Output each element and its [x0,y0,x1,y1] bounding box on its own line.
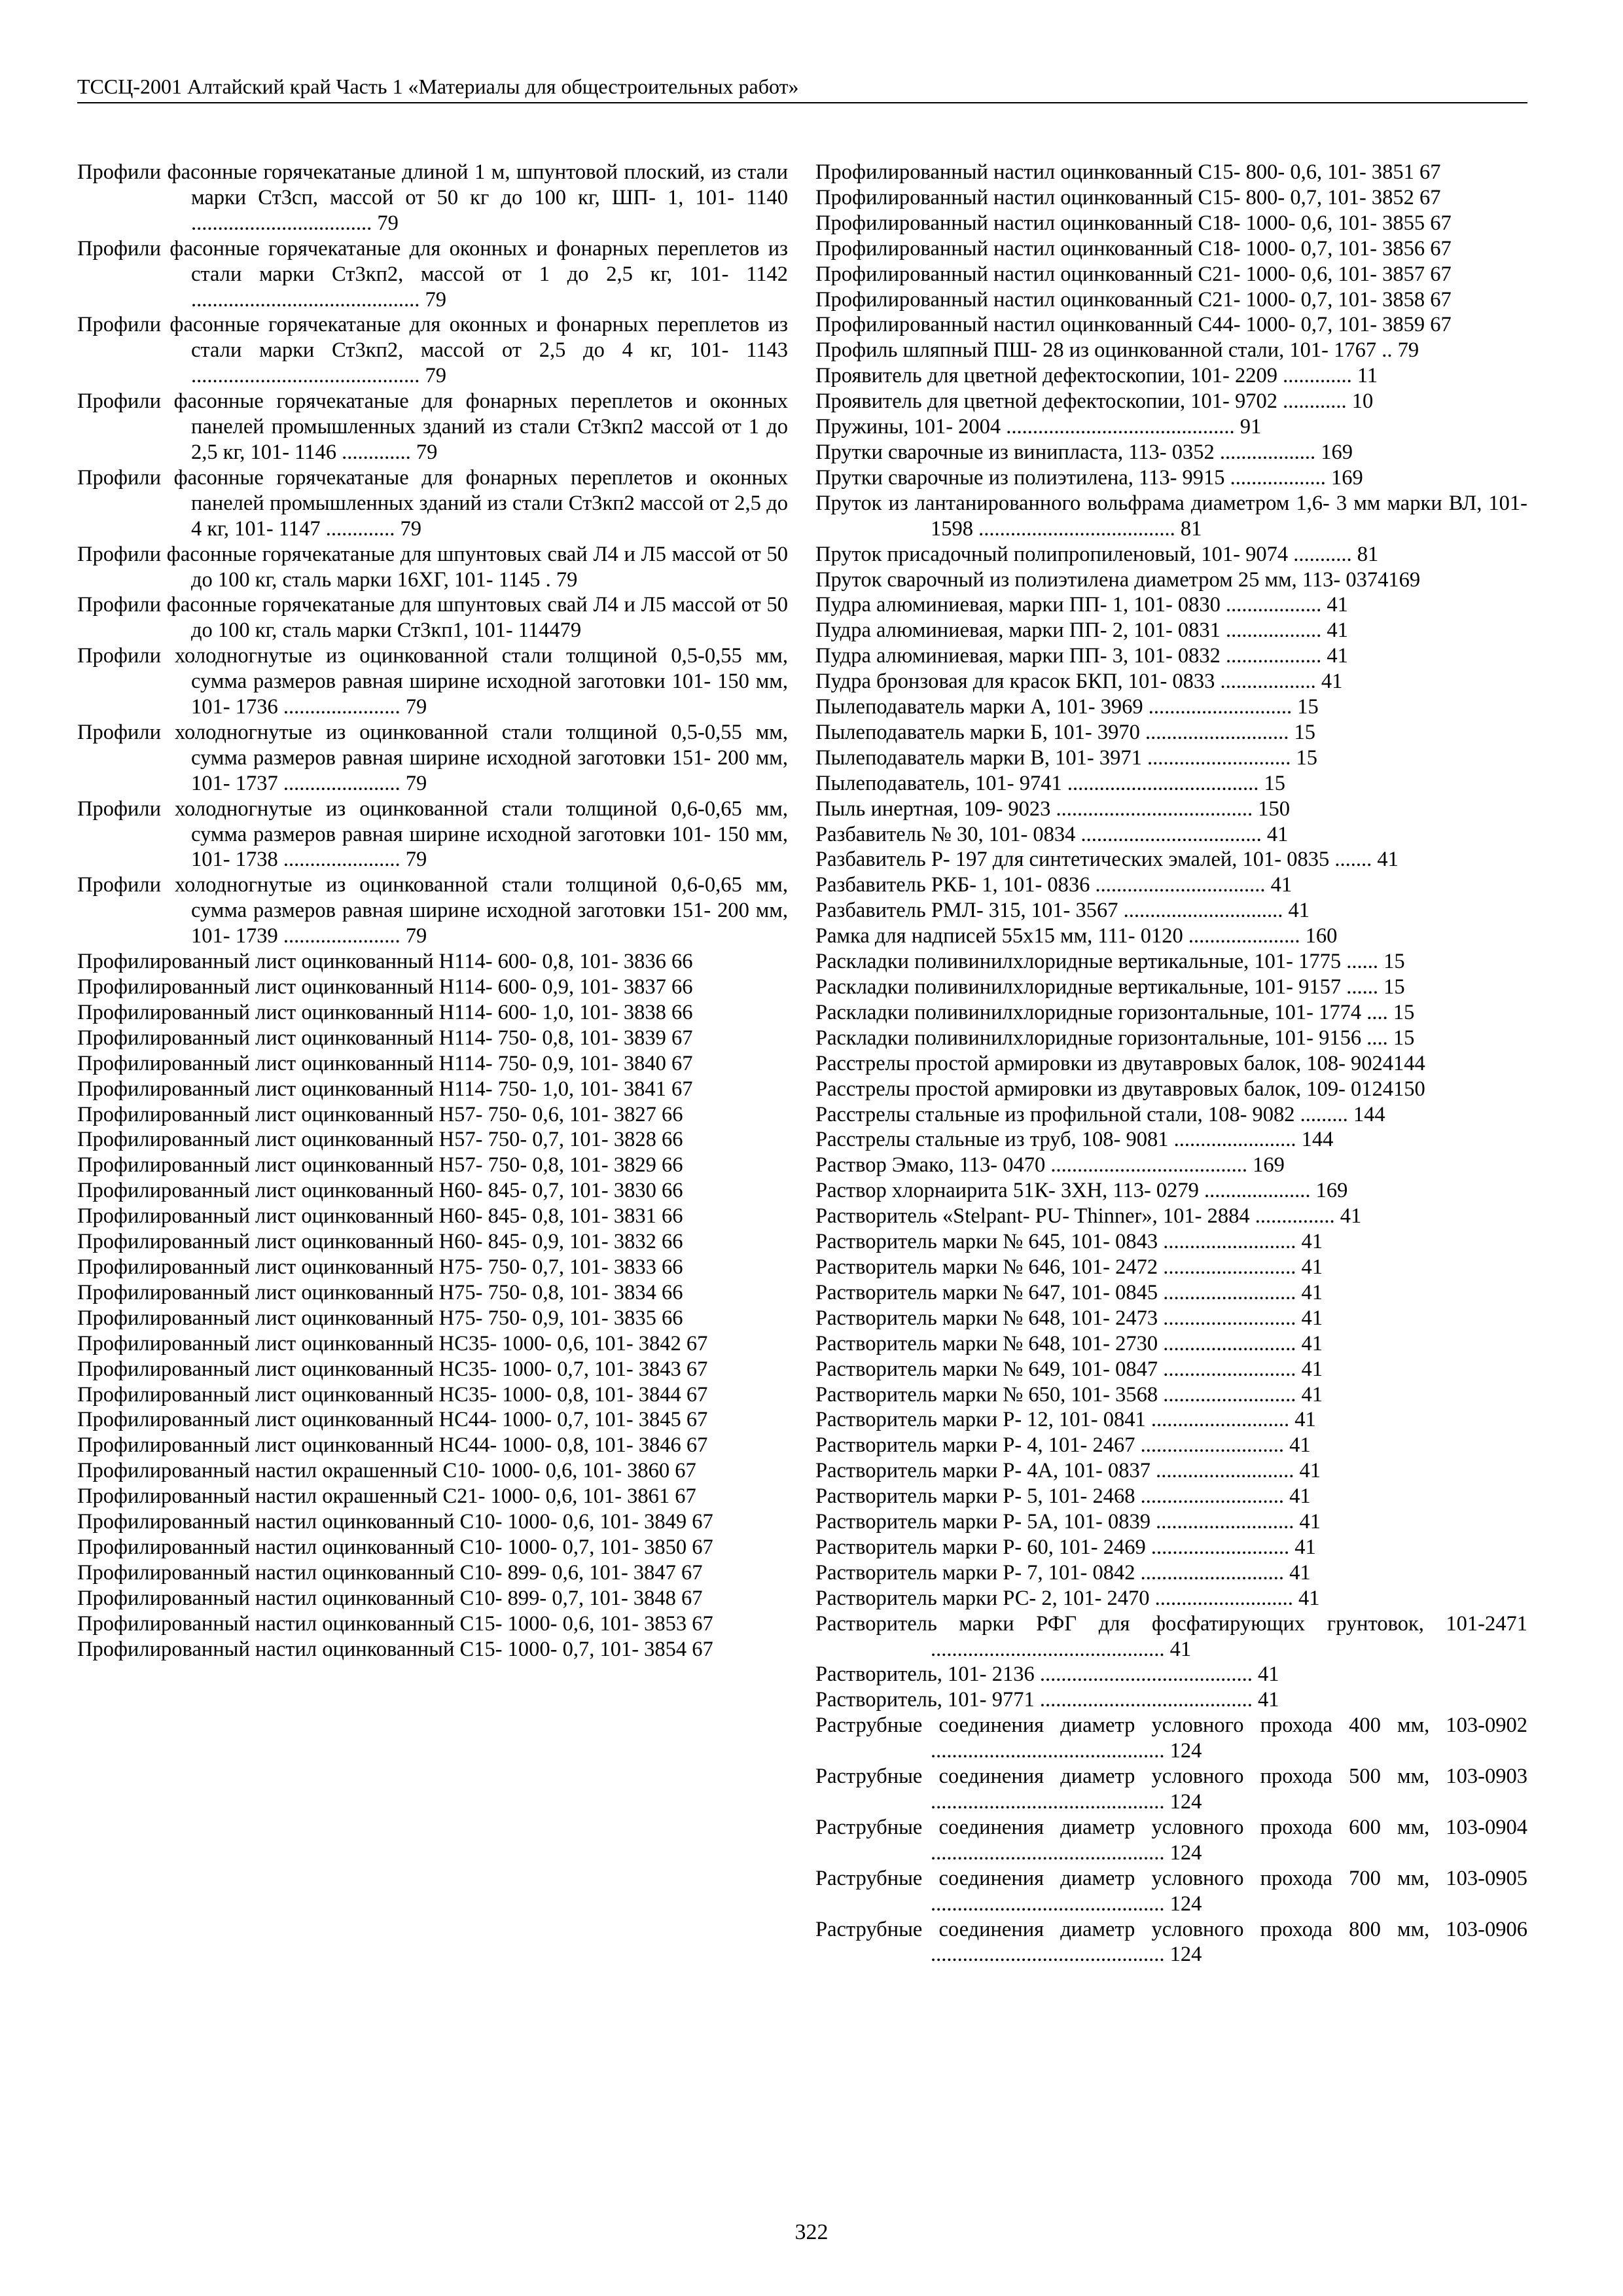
index-entry: Раствор хлорнаирита 51К- 3ХН, 113- 0279 .................... 169 [815,1179,1348,1203]
index-entry: Растворитель марки Р- 7, 101- 0842 ........................... 41 [815,1560,1311,1585]
index-entry: Раскладки поливинилхлоридные вертикальные, 101- 9157 ...... 15 [815,975,1405,999]
index-entry: Профилированный лист оцинкованный Н114- 600- 0,8, 101- 3836 66 [77,950,693,974]
index-entry: Профилированный лист оцинкованный Н75- 750- 0,9, 101- 3835 66 [77,1306,683,1330]
index-entry: Профили фасонные горячекатаные для фонарных переплетов и оконных панелей промышленных зданий из стали Ст3кп2 массой от 1 до 2,5 кг, 101- 1146 ............. 79 [77,389,788,464]
page-number: 322 [794,2220,829,2244]
index-entry: Растворитель, 101- 2136 ........................................ 41 [815,1662,1279,1687]
index-entry: Пудра алюминиевая, марки ПП- 1, 101- 0830 .................. 41 [815,593,1348,617]
index-entry: Профили холодногнутые из оцинкованной стали толщиной 0,6-0,65 мм, сумма размеров равная ширине исходной заготовки 151- 200 мм, 101- 1739 ...................... 79 [77,873,788,948]
index-entry: Разбавитель № 30, 101- 0834 .................................. 41 [815,822,1289,846]
index-entry: Профили холодногнутые из оцинкованной стали толщиной 0,5-0,55 мм, сумма размеров равная ширине исходной заготовки 101- 150 мм, 101- 1736 ...................... 79 [77,644,788,719]
index-entry: Разбавитель РМЛ- 315, 101- 3567 .............................. 41 [815,899,1310,923]
index-entry: Профилированный лист оцинкованный Н75- 750- 0,7, 101- 3833 66 [77,1255,683,1279]
index-entry: Раскладки поливинилхлоридные горизонтальные, 101- 9156 .... 15 [815,1026,1415,1050]
index-entry: Раствор Эмако, 113- 0470 ..................................... 169 [815,1153,1285,1177]
index-entry: Растворитель марки Р- 12, 101- 0841 .......................... 41 [815,1408,1316,1432]
index-entry: Профили холодногнутые из оцинкованной стали толщиной 0,5-0,55 мм, сумма размеров равная ширине исходной заготовки 151- 200 мм, 101- 1737 ...................... 79 [77,720,788,795]
index-entry: Профилированный настил окрашенный С10- 1000- 0,6, 101- 3860 67 [77,1459,696,1483]
index-entry: Профилированный лист оцинкованный НС35- 1000- 0,8, 101- 3844 67 [77,1382,708,1407]
index-entry: Растворитель марки РФГ для фосфатирующих грунтовок, 101-2471 ............................................ 41 [815,1611,1527,1661]
index-entry: Профилированный настил оцинкованный С10- 899- 0,7, 101- 3848 67 [77,1586,703,1610]
index-entry: Профилированный настил оцинкованный С15- 800- 0,7, 101- 3852 67 [815,185,1441,209]
index-entry: Профиль шляпный ПШ- 28 из оцинкованной стали, 101- 1767 .. 79 [815,338,1419,363]
index-entry: Профилированный лист оцинкованный НС44- 1000- 0,8, 101- 3846 67 [77,1433,708,1458]
index-entry: Разбавитель РКБ- 1, 101- 0836 ................................ 41 [815,873,1293,897]
index-entry: Растворитель марки № 650, 101- 3568 ......................... 41 [815,1382,1323,1407]
index-entry: Профили фасонные горячекатаные длиной 1 м, шпунтовой плоский, из стали марки Ст3сп, массой от 50 кг до 100 кг, ШП- 1, 101- 1140 .................................. 79 [77,160,788,235]
index-entry: Разбавитель Р- 197 для синтетических эмалей, 101- 0835 ....... 41 [815,848,1399,872]
index-entry: Профилированный лист оцинкованный НС35- 1000- 0,7, 101- 3843 67 [77,1357,708,1381]
index-entry: Пружины, 101- 2004 ........................................... 91 [815,415,1262,439]
index-entry: Профилированный лист оцинкованный Н114- 750- 1,0, 101- 3841 67 [77,1077,693,1101]
index-entry: Пруток из лантанированного вольфрама диаметром 1,6- 3 мм марки ВЛ, 101- 1598 ..................................... 81 [815,491,1527,541]
index-column-right [815,160,1527,1967]
index-entry: Профилированный настил оцинкованный С10- 1000- 0,7, 101- 3850 67 [77,1535,713,1559]
index-entry: Пылеподаватель марки Б, 101- 3970 ........................... 15 [815,720,1315,744]
index-entry: Раскладки поливинилхлоридные вертикальные, 101- 1775 ...... 15 [815,950,1405,974]
index-entry: Прутки сварочные из полиэтилена, 113- 9915 .................. 169 [815,465,1363,490]
index-entry: Растворитель марки Р- 4, 101- 2467 ........................... 41 [815,1433,1311,1458]
index-entry: Профилированный настил оцинкованный С15- 1000- 0,7, 101- 3854 67 [77,1637,713,1661]
index-entry: Профили фасонные горячекатаные для фонарных переплетов и оконных панелей промышленных зданий из стали Ст3кп2 массой от 2,5 до 4 кг, 101- 1147 ............. 79 [77,465,788,541]
index-entry: Профилированный настил оцинкованный С10- 899- 0,6, 101- 3847 67 [77,1560,703,1585]
index-entry: Профилированный настил оцинкованный С44- 1000- 0,7, 101- 3859 67 [815,313,1452,337]
index-entry: Растворитель марки № 645, 101- 0843 ......................... 41 [815,1230,1323,1254]
running-header: ТССЦ-2001 Алтайский край Часть 1 «Материалы для общестроительных работ» [77,73,1527,103]
index-entry: Растворитель марки № 647, 101- 0845 ......................... 41 [815,1280,1323,1304]
index-entry: Растворитель марки № 646, 101- 2472 ......................... 41 [815,1255,1323,1279]
index-entry: Прутки сварочные из винипласта, 113- 0352 .................. 169 [815,440,1353,464]
index-entry: Профилированный лист оцинкованный Н60- 845- 0,9, 101- 3832 66 [77,1230,683,1254]
index-entry: Раструбные соединения диаметр условного прохода 800 мм, 103-0906 ............................................ 124 [815,1917,1527,1967]
index-entry: Раструбные соединения диаметр условного прохода 700 мм, 103-0905 ............................................ 124 [815,1866,1527,1916]
index-entry: Проявитель для цветной дефектоскопии, 101- 2209 ............. 11 [815,364,1378,388]
index-entry: Пылеподаватель марки В, 101- 3971 ........................... 15 [815,745,1317,770]
index-entry: Пудра алюминиевая, марки ПП- 3, 101- 0832 .................. 41 [815,644,1348,668]
index-entry: Растворитель марки № 649, 101- 0847 ......................... 41 [815,1357,1323,1381]
index-entry: Профили фасонные горячекатаные для оконных и фонарных переплетов из стали марки Ст3кп2, массой от 2,5 до 4 кг, 101- 1143 ........................................... 79 [77,313,788,388]
index-entry: Профилированный лист оцинкованный Н114- 750- 0,8, 101- 3839 67 [77,1026,693,1050]
index-entry: Пудра бронзовая для красок БКП, 101- 0833 .................. 41 [815,670,1343,694]
index-entry: Расстрелы простой армировки из двутавровых балок, 109- 0124150 [815,1077,1425,1101]
index-entry: Профилированный настил оцинкованный С18- 1000- 0,7, 101- 3856 67 [815,236,1452,260]
index-entry: Рамка для надписей 55х15 мм, 111- 0120 ..................... 160 [815,924,1338,948]
index-entry: Профили фасонные горячекатаные для шпунтовых свай Л4 и Л5 массой от 50 до 100 кг, сталь марки 16ХГ, 101- 1145 . 79 [77,542,788,592]
index-entry: Профилированный лист оцинкованный Н75- 750- 0,8, 101- 3834 66 [77,1280,683,1304]
index-entry: Растворитель марки № 648, 101- 2473 ......................... 41 [815,1306,1323,1330]
index-entry: Профилированный настил оцинкованный С21- 1000- 0,6, 101- 3857 67 [815,262,1452,286]
index-entry: Пудра алюминиевая, марки ПП- 2, 101- 0831 .................. 41 [815,619,1348,643]
index-entry: Пылеподаватель, 101- 9741 .................................... 15 [815,771,1285,795]
index-entry: Пруток сварочный из полиэтилена диаметром 25 мм, 113- 0374169 [815,567,1421,592]
index-entry: Профилированный лист оцинкованный Н57- 750- 0,8, 101- 3829 66 [77,1153,683,1177]
index-entry: Растворитель марки РС- 2, 101- 2470 .......................... 41 [815,1586,1320,1610]
index-entry: Профилированный лист оцинкованный НС35- 1000- 0,6, 101- 3842 67 [77,1331,708,1355]
index-entry: Профилированный лист оцинкованный Н57- 750- 0,7, 101- 3828 66 [77,1128,683,1152]
index-entry: Профилированный настил окрашенный С21- 1000- 0,6, 101- 3861 67 [77,1484,696,1509]
index-entry: Профилированный настил оцинкованный С10- 1000- 0,6, 101- 3849 67 [77,1510,713,1534]
index-entry: Проявитель для цветной дефектоскопии, 101- 9702 ............ 10 [815,389,1374,414]
index-entry: Растворитель марки Р- 5А, 101- 0839 .......................... 41 [815,1510,1321,1534]
index-entry: Профилированный лист оцинкованный Н60- 845- 0,8, 101- 3831 66 [77,1204,683,1229]
index-entry: Раструбные соединения диаметр условного прохода 500 мм, 103-0903 ............................................ 124 [815,1765,1527,1814]
index-entry: Растворитель марки № 648, 101- 2730 ......................... 41 [815,1331,1323,1355]
index-entry: Профилированный лист оцинкованный Н114- 600- 1,0, 101- 3838 66 [77,1000,693,1024]
index-entry: Расстрелы стальные из профильной стали, 108- 9082 ......... 144 [815,1102,1385,1126]
index-entry: Растворитель марки Р- 60, 101- 2469 .......................... 41 [815,1535,1316,1559]
index-column-left [77,160,788,1662]
index-entry: Профили холодногнутые из оцинкованной стали толщиной 0,6-0,65 мм, сумма размеров равная ширине исходной заготовки 101- 150 мм, 101- 1738 ...................... 79 [77,797,788,872]
index-entry: Пруток присадочный полипропиленовый, 101- 9074 ........... 81 [815,542,1379,566]
index-entry: Растворитель, 101- 9771 ........................................ 41 [815,1688,1279,1712]
index-entry: Профилированный настил оцинкованный С18- 1000- 0,6, 101- 3855 67 [815,211,1452,235]
index-entry: Пыль инертная, 109- 9023 ..................................... 150 [815,797,1291,821]
index-entry: Раскладки поливинилхлоридные горизонтальные, 101- 1774 .... 15 [815,1000,1415,1024]
index-entry: Растворитель марки Р- 4А, 101- 0837 .......................... 41 [815,1459,1321,1483]
index-entry: Расстрелы простой армировки из двутавровых балок, 108- 9024144 [815,1051,1425,1075]
index-entry: Профилированный настил оцинкованный С21- 1000- 0,7, 101- 3858 67 [815,287,1452,312]
index-entry: Профили фасонные горячекатаные для оконных и фонарных переплетов из стали марки Ст3кп2, массой от 1 до 2,5 кг, 101- 1142 ........................................... 79 [77,236,788,312]
index-entry: Профилированный настил оцинкованный С15- 800- 0,6, 101- 3851 67 [815,160,1441,184]
index-entry: Профилированный лист оцинкованный НС44- 1000- 0,7, 101- 3845 67 [77,1408,708,1432]
index-entry: Профилированный лист оцинкованный Н60- 845- 0,7, 101- 3830 66 [77,1179,683,1203]
index-entry: Раструбные соединения диаметр условного прохода 600 мм, 103-0904 ............................................ 124 [815,1815,1527,1865]
index-entry: Растворитель марки Р- 5, 101- 2468 ........................... 41 [815,1484,1311,1509]
index-entry: Расстрелы стальные из труб, 108- 9081 ....................... 144 [815,1128,1334,1152]
index-entry: Профили фасонные горячекатаные для шпунтовых свай Л4 и Л5 массой от 50 до 100 кг, сталь марки Ст3кп1, 101- 114479 [77,593,788,643]
index-entry: Раструбные соединения диаметр условного прохода 400 мм, 103-0902 ............................................ 124 [815,1713,1527,1763]
index-entry: Растворитель «Stelpant- PU- Thinner», 101- 2884 ............... 41 [815,1204,1362,1229]
index-entry: Профилированный настил оцинкованный С15- 1000- 0,6, 101- 3853 67 [77,1611,713,1636]
index-entry: Профилированный лист оцинкованный Н114- 600- 0,9, 101- 3837 66 [77,975,693,999]
index-entry: Профилированный лист оцинкованный Н57- 750- 0,6, 101- 3827 66 [77,1102,683,1126]
index-entry: Пылеподаватель марки А, 101- 3969 ........................... 15 [815,695,1319,719]
index-entry: Профилированный лист оцинкованный Н114- 750- 0,9, 101- 3840 67 [77,1051,693,1075]
